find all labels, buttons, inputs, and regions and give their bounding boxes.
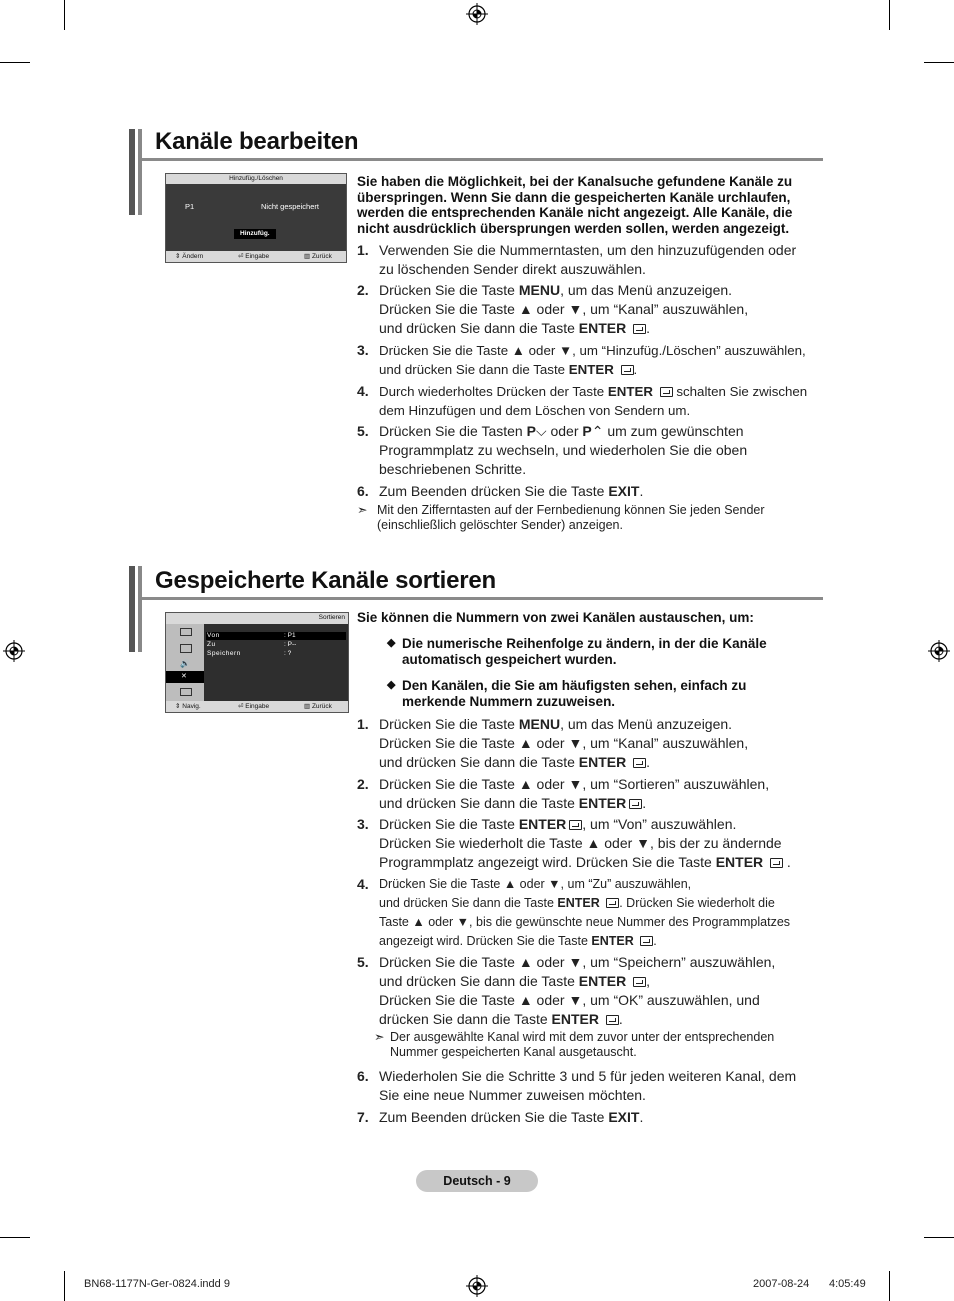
crop-mark (924, 1237, 954, 1238)
osd-footer-navigate: ⇕ Navig. (175, 703, 201, 710)
picture-icon (180, 644, 192, 653)
osd-row-label: Von (207, 632, 220, 639)
footer-date: 2007-08-24 (753, 1278, 810, 1290)
step-number: 4. (357, 876, 369, 892)
osd-add-button: Hinzufüg. (234, 229, 276, 239)
channel-icon-selected: ✕ (166, 671, 204, 683)
step-text: Drücken Sie die Taste ▲ oder ▼, um “Hinzufüg./Löschen” auszuwählen, und drücken Sie dann die Taste ENTER . (379, 343, 806, 377)
step-text: Drücken Sie die Taste ▲ oder ▼, um “Speichern” auszuwählen, und drücken Sie dann die Taste ENTER , Drücken Sie die Taste ▲ oder ▼, um “OK” auszuwählen, und drücken Sie dann die Taste ENTER . (379, 954, 776, 1027)
step-text: Wiederholen Sie die Schritte 3 und 5 für jeden weiteren Kanal, dem Sie eine neue Nummer zuweisen möchten. (379, 1068, 797, 1103)
section-accent-bar (138, 566, 142, 652)
footer-time: 4:05:49 (829, 1278, 866, 1290)
step-number: 7. (357, 1109, 369, 1125)
crop-mark (0, 1237, 30, 1238)
step-text: Verwenden Sie die Nummerntasten, um den hinzuzufügenden oder zu löschenden Sender direkt auszuwählen. (379, 242, 797, 277)
bullet-line: Den Kanälen, die Sie am häufigsten sehen, einfach zu (402, 678, 747, 693)
enter-icon (633, 977, 646, 987)
step-number: 6. (357, 483, 369, 499)
crop-mark (64, 1271, 65, 1301)
section-rule (142, 597, 823, 600)
enter-icon (633, 324, 646, 334)
registration-mark-icon (466, 3, 488, 25)
enter-icon (770, 858, 783, 868)
osd-footer-return: ▥ Zurück (304, 253, 332, 260)
section-title: Kanäle bearbeiten (155, 128, 359, 155)
bullet-line: Die numerische Reihenfolge zu ändern, in der die Kanäle (402, 636, 767, 651)
osd-row-selected (206, 632, 346, 640)
osd-row-label: Zu (207, 641, 216, 648)
note-line: (einschließlich gelöschter Sender) anzeigen. (377, 518, 623, 532)
osd-footer-enter: ⏎ Eingabe (238, 253, 270, 260)
registration-mark-icon (466, 1275, 488, 1297)
intro-line: überspringen. Wenn Sie dann die gespeicherten Kanäle urchlaufen, (357, 189, 791, 205)
step-number: 3. (357, 342, 369, 358)
step-text: Drücken Sie die Taste ▲ oder ▼, um “Sortieren” auszuwählen, und drücken Sie dann die Taste ENTER . (379, 776, 770, 811)
osd-row-label: Speichern (207, 650, 241, 657)
step-number: 1. (357, 242, 369, 258)
sound-icon: 🔊 (180, 659, 190, 668)
osd-row-value: : P1 (284, 632, 296, 639)
osd-footer (166, 251, 346, 262)
enter-icon (633, 758, 646, 768)
step-text: Drücken Sie die Tasten P⌵ oder P⌃ um zum gewünschten Programmplatz zu wechseln, und wiederholen Sie die oben beschriebenen Schritte. (379, 423, 748, 477)
section1-intro (357, 174, 827, 236)
enter-icon (629, 799, 642, 809)
step-number: 4. (357, 383, 369, 399)
diamond-bullet-icon: ◆ (387, 637, 396, 649)
step-text: Durch wiederholtes Drücken der Taste ENTER schalten Sie zwischen dem Hinzufügen und dem Löschen von Sendern um. (379, 384, 808, 418)
step-number: 1. (357, 716, 369, 732)
step-text: Drücken Sie die Taste ▲ oder ▼, um “Zu” auszuwählen, und drücken Sie dann die Taste ENTER . Drücken Sie wiederholt die Taste ▲ oder ▼, bis die gewünschte neue Nummer des Programmplatzes angezeigt wird. Drücken Sie die Taste ENTER . (379, 877, 791, 948)
crop-mark (924, 62, 954, 63)
osd-header-label: Sortieren (318, 614, 345, 621)
osd-footer-return: ▥ Zurück (304, 703, 332, 710)
crop-mark (889, 0, 890, 30)
footer-file-name: BN68-1177N-Ger-0824.indd 9 (84, 1278, 230, 1290)
intro-line: werden die entsprechenden Kanäle nicht angezeigt. Alle Kanäle, die (357, 205, 793, 220)
crop-mark (0, 62, 30, 63)
section-accent-bar (129, 129, 135, 215)
intro-line: Sie haben die Möglichkeit, bei der Kanalsuche gefundene Kanäle zu (357, 174, 793, 189)
osd-header (166, 174, 346, 184)
osd-footer-enter: ⏎ Eingabe (238, 703, 270, 710)
section-rule (142, 158, 823, 161)
step-text: Drücken Sie die Taste ENTER , um “Von” auszuwählen. Drücken Sie wiederholt die Taste ▲ oder ▼, bis der zu ändernde Programmplatz angezeigt wird. Drücken Sie die Taste ENTER . (379, 816, 791, 870)
page-number-badge: Deutsch - 9 (416, 1170, 538, 1192)
crop-mark (64, 0, 65, 30)
enter-icon (660, 387, 673, 397)
bullet-line: merkende Nummern zuzuweisen. (402, 693, 616, 709)
step-number: 5. (357, 423, 369, 439)
step-text: Drücken Sie die Taste MENU, um das Menü anzuzeigen. Drücken Sie die Taste ▲ oder ▼, um “Kanal” auszuwählen, und drücken Sie dann die Taste ENTER . (379, 716, 749, 770)
enter-icon (621, 365, 634, 375)
osd-footer-change: ⇕ Ändern (175, 253, 204, 260)
osd-screenshot-sort (165, 612, 349, 713)
note-arrow-icon: ➣ (357, 503, 368, 517)
step-text: Drücken Sie die Taste MENU, um das Menü anzuzeigen. Drücken Sie die Taste ▲ oder ▼, um “Kanal” auszuwählen, und drücken Sie dann die Taste ENTER . (379, 282, 749, 336)
input-icon (180, 628, 192, 636)
osd-row-value: : P-- (284, 641, 297, 648)
enter-icon (569, 820, 582, 830)
setup-icon (180, 688, 192, 696)
crop-mark (889, 1271, 890, 1301)
section-accent-bar (138, 129, 142, 215)
osd-header (166, 613, 348, 624)
step-text: Zum Beenden drücken Sie die Taste EXIT. (379, 483, 644, 499)
step-number: 5. (357, 954, 369, 970)
diamond-bullet-icon: ◆ (387, 679, 396, 691)
step-number: 6. (357, 1068, 369, 1084)
section-accent-bar (129, 566, 135, 652)
osd-channel: P1 (185, 202, 195, 211)
note-line: Nummer gespeicherten Kanal ausgetauscht. (390, 1045, 637, 1059)
note-line: Mit den Zifferntasten auf der Fernbedienung können Sie jeden Sender (377, 503, 765, 517)
registration-mark-icon (3, 640, 25, 662)
section-title: Gespeicherte Kanäle sortieren (155, 567, 497, 594)
osd-icon-column (166, 624, 204, 701)
section2-intro: Sie können die Nummern von zwei Kanälen austauschen, um: (357, 610, 754, 625)
enter-icon (606, 898, 619, 908)
note-arrow-icon: ➣ (374, 1030, 385, 1044)
osd-row-value: : ? (284, 650, 292, 657)
osd-footer (166, 701, 348, 712)
osd-header-label: Hinzufüg./Löschen (229, 175, 283, 182)
step-number: 2. (357, 282, 369, 298)
step-number: 3. (357, 816, 369, 832)
step-number: 2. (357, 776, 369, 792)
intro-line: nicht ausdrücklich übersprungen werden sollen, werden angezeigt. (357, 220, 790, 236)
bullet-line: automatisch gespeichert wurden. (402, 651, 617, 667)
osd-status: Nicht gespeichert (261, 202, 319, 211)
osd-screenshot-add-delete (165, 173, 347, 263)
enter-icon (606, 1015, 619, 1025)
enter-icon (640, 936, 653, 946)
note-line: Der ausgewählte Kanal wird mit dem zuvor unter der entsprechenden (390, 1030, 775, 1044)
step-text: Zum Beenden drücken Sie die Taste EXIT. (379, 1109, 644, 1125)
registration-mark-icon (928, 640, 950, 662)
